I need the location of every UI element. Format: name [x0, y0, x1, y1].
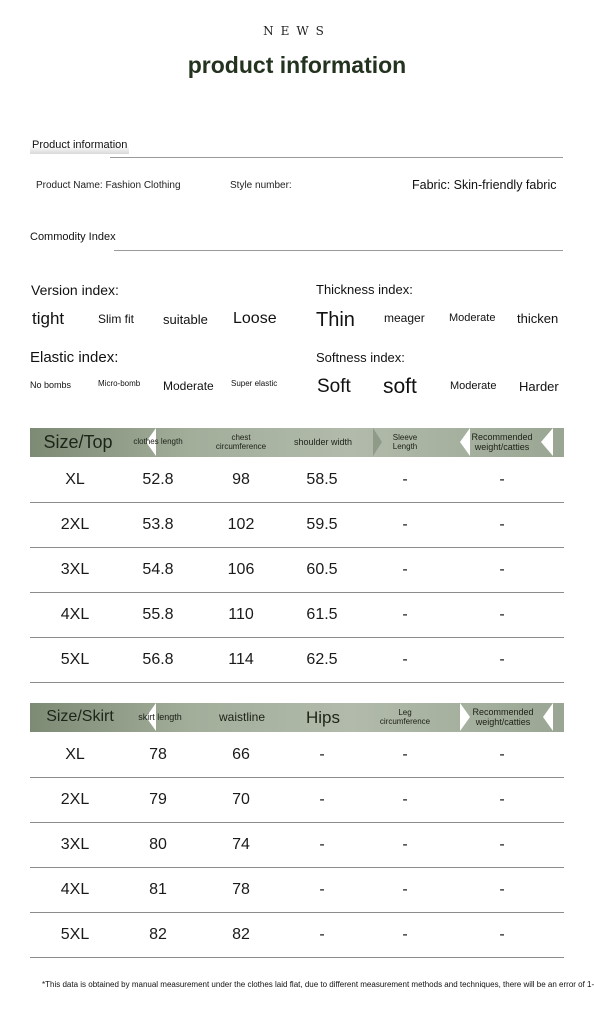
size-cell: XL: [65, 470, 85, 488]
column-header: clothes length: [133, 437, 183, 447]
elastic-option: Micro-bomb: [98, 379, 141, 388]
table-cell: 54.8: [142, 560, 174, 578]
column-header: skirt length: [138, 711, 182, 722]
version-option: suitable: [163, 312, 208, 327]
fabric: Fabric: Skin-friendly fabric: [412, 178, 557, 192]
table-cell: -: [319, 745, 325, 763]
table-cell: -: [319, 880, 325, 898]
table-cell: -: [402, 605, 408, 623]
divider: [110, 157, 563, 158]
column-header: Leg circumference: [379, 708, 431, 726]
thickness-option: meager: [384, 311, 425, 325]
table-cell: 78: [149, 745, 167, 763]
elastic-option: Moderate: [163, 379, 214, 393]
softness-option: Moderate: [450, 380, 497, 392]
table-cell: 82: [232, 925, 250, 943]
softness-option: Harder: [519, 379, 559, 394]
table-cell: 78: [232, 880, 250, 898]
size-cell: 2XL: [60, 790, 90, 808]
commodity-index-label: Commodity Index: [30, 231, 116, 243]
table-cell: 74: [232, 835, 250, 853]
table-cell: -: [402, 880, 408, 898]
table-row: [30, 592, 564, 638]
table-cell: 106: [227, 560, 255, 578]
table-cell: 53.8: [142, 515, 174, 533]
column-header: chest circumference: [215, 433, 267, 451]
size-cell: 3XL: [60, 835, 90, 853]
table-cell: -: [402, 745, 408, 763]
table-cell: 81: [149, 880, 167, 898]
thickness-index-title: Thickness index:: [316, 282, 413, 297]
table-cell: 56.8: [142, 650, 174, 668]
column-header: Hips: [305, 707, 340, 727]
table-cell: 52.8: [142, 470, 174, 488]
product-name: Product Name: Fashion Clothing: [36, 180, 181, 191]
version-option: Slim fit: [98, 312, 134, 326]
column-header: Recommended weight/catties: [471, 432, 533, 452]
table-cell: 82: [149, 925, 167, 943]
table-cell: 70: [232, 790, 250, 808]
table-cell: -: [319, 925, 325, 943]
size-cell: 5XL: [60, 925, 90, 943]
softness-option: soft: [383, 375, 417, 398]
table-cell: 58.5: [306, 470, 338, 488]
size-cell: 4XL: [60, 880, 90, 898]
table-cell: -: [402, 560, 408, 578]
table-row: [30, 867, 564, 913]
table-row: [30, 502, 564, 548]
size-cell: 4XL: [60, 605, 90, 623]
size-cell: 3XL: [60, 560, 90, 578]
table-cell: -: [499, 790, 505, 808]
column-header: waistline: [218, 710, 266, 725]
version-index-title: Version index:: [31, 282, 119, 298]
page-title: product information: [187, 52, 407, 78]
thickness-option: Moderate: [449, 312, 496, 324]
divider: [114, 250, 563, 251]
table-cell: -: [499, 880, 505, 898]
table-cell: 62.5: [306, 650, 338, 668]
column-header: shoulder width: [293, 436, 353, 447]
table-cell: -: [319, 835, 325, 853]
table-cell: -: [499, 650, 505, 668]
table-cell: 79: [149, 790, 167, 808]
table-row: [30, 777, 564, 823]
elastic-index-title: Elastic index:: [30, 349, 119, 366]
size-skirt-header: Size/Skirt: [46, 708, 114, 726]
table-cell: 66: [232, 745, 250, 763]
table-row: [30, 912, 564, 958]
table-cell: 80: [149, 835, 167, 853]
style-number: Style number:: [230, 180, 292, 191]
column-header: Sleeve Length: [392, 433, 418, 451]
table-cell: 98: [232, 470, 250, 488]
table-cell: -: [402, 650, 408, 668]
table-cell: -: [499, 605, 505, 623]
table-row: [30, 547, 564, 593]
table-cell: 110: [228, 605, 254, 623]
table-cell: -: [499, 470, 505, 488]
eyebrow-text: NEWS: [263, 24, 331, 38]
footnote: *This data is obtained by manual measurement under the clothes laid flat, due to different measurement methods and techniques, there will be an error of 1-: [42, 980, 594, 989]
version-option: tight: [32, 309, 65, 328]
header-notch: [373, 428, 382, 456]
table-row: [30, 822, 564, 868]
table-cell: -: [499, 835, 505, 853]
table-row: [30, 637, 564, 683]
top-table-header: [30, 428, 564, 457]
softness-option: Soft: [317, 376, 351, 397]
size-cell: 2XL: [60, 515, 90, 533]
column-header: Recommended weight/catties: [472, 707, 534, 727]
table-cell: -: [499, 515, 505, 533]
thickness-option: Thin: [316, 309, 355, 331]
version-option: Loose: [233, 310, 277, 327]
table-cell: 60.5: [306, 560, 338, 578]
table-cell: -: [402, 790, 408, 808]
table-cell: -: [499, 745, 505, 763]
table-cell: -: [402, 925, 408, 943]
table-cell: -: [499, 925, 505, 943]
product-info-label: Product information: [30, 139, 129, 154]
thickness-option: thicken: [517, 311, 559, 326]
table-cell: -: [499, 560, 505, 578]
elastic-option: Super elastic: [231, 379, 278, 388]
header-notch: [543, 703, 553, 731]
table-cell: -: [402, 470, 408, 488]
table-cell: 114: [228, 650, 254, 668]
skirt-table-header: [30, 703, 564, 732]
elastic-option: No bombs: [30, 380, 72, 390]
size-top-header: Size/Top: [43, 432, 113, 453]
softness-index-title: Softness index:: [316, 350, 405, 365]
size-cell: XL: [65, 745, 85, 763]
footnote-wrap: [42, 977, 594, 993]
table-row: [30, 732, 564, 778]
table-cell: 55.8: [142, 605, 174, 623]
table-row: [30, 457, 564, 503]
table-cell: -: [402, 515, 408, 533]
table-cell: 59.5: [306, 515, 338, 533]
table-cell: -: [319, 790, 325, 808]
header-notch: [541, 428, 553, 456]
size-cell: 5XL: [60, 650, 90, 668]
table-cell: -: [402, 835, 408, 853]
table-cell: 61.5: [306, 605, 338, 623]
table-cell: 102: [227, 515, 255, 533]
